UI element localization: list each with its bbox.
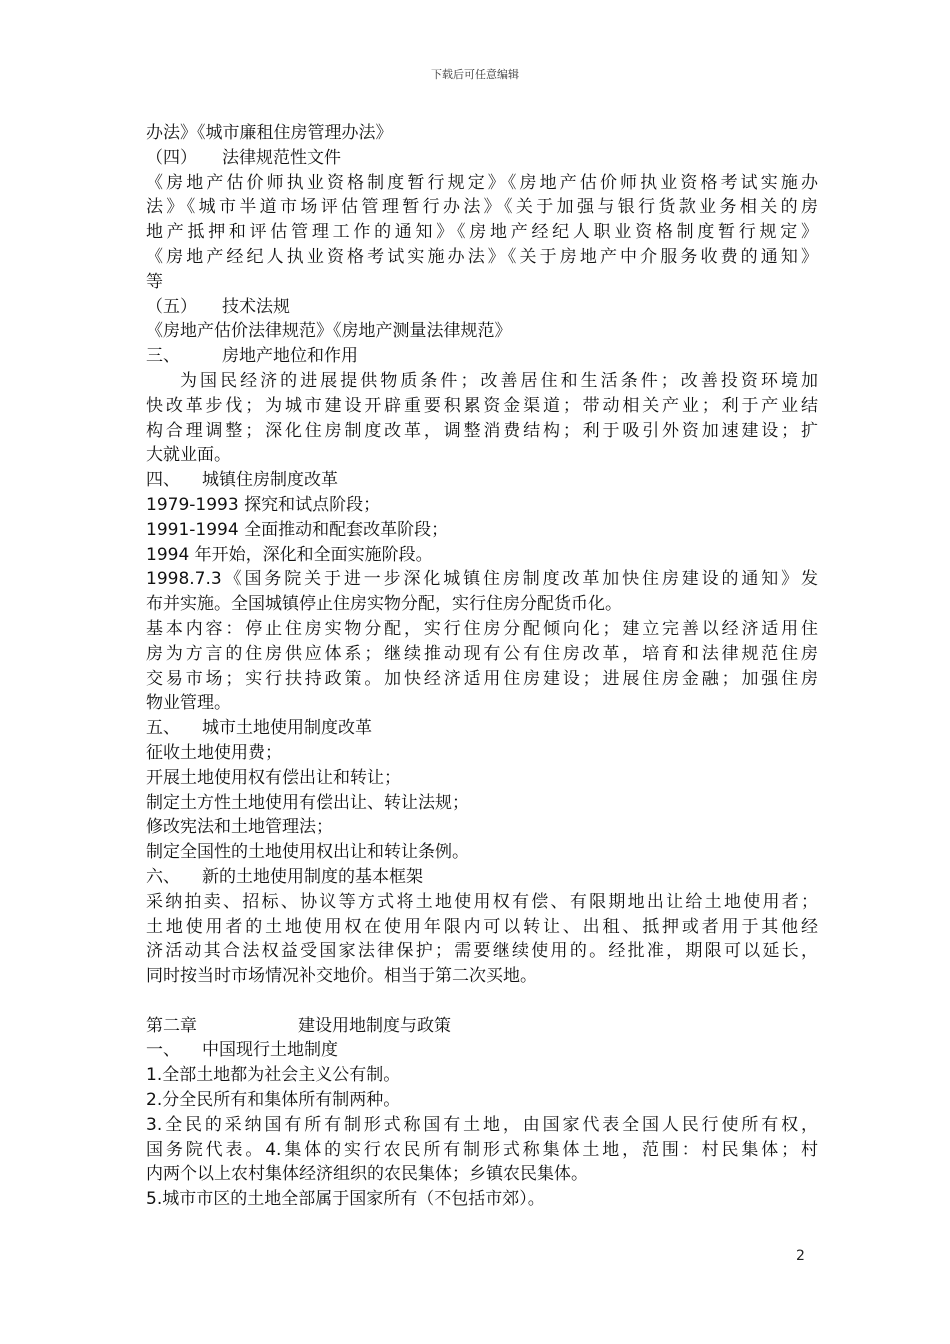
section-heading <box>146 295 818 320</box>
text-line: 房为方言的住房供应体系；继续推动现有公有住房改革，培育和法律规范住房 <box>146 643 818 664</box>
section-title: 城市土地使用制度改革 <box>202 718 372 739</box>
text-line: 交易市场；实行扶持政策。加快经济适用住房建设；进展住房金融；加强住房 <box>146 668 818 689</box>
section-number: （四） <box>146 147 197 168</box>
text-line: 法》《城市半道市场评估管理暂行办法》《关于加强与银行货款业务相关的房 <box>146 197 818 218</box>
section-title: 城镇住房制度改革 <box>202 470 338 491</box>
text-line: 国务院代表。4.集体的实行农民所有制形式称集体土地，范围：村民集体；村 <box>146 1139 818 1160</box>
text-line: 基本内容：停止住房实物分配，实行住房分配倾向化；建立完善以经济适用住 <box>146 618 818 639</box>
text-line: 布并实施。全国城镇停止住房实物分配，实行住房分配货币化。 <box>146 594 622 615</box>
text-line: 1991-1994 全面推动和配套改革阶段； <box>146 519 449 540</box>
text-line: 制定全国性的土地使用权出让和转让条例。 <box>146 842 469 863</box>
text-line: 《房地产估价师执业资格制度暂行规定》《房地产估价师执业资格考试实施办 <box>146 172 818 193</box>
text-line: 1994 年开始，深化和全面实施阶段。 <box>146 544 433 565</box>
text-line: 开展土地使用权有偿出让和转让； <box>146 767 401 788</box>
section-heading <box>146 1038 818 1063</box>
text-line: 《房地产经纪人执业资格考试实施办法》《关于房地产中介服务收费的通知》 <box>146 246 818 267</box>
text-line: 2.分全民所有和集体所有制两种。 <box>146 1090 401 1111</box>
text-line: 1998.7.3《国务院关于进一步深化城镇住房制度改革加快住房建设的通知》发 <box>146 569 818 590</box>
text-line: 地产抵押和评估管理工作的通知》《房地产经纪人职业资格制度暂行规定》 <box>146 222 818 243</box>
page-header: 下载后可任意编辑 <box>431 68 519 81</box>
text-line: 征收土地使用费； <box>146 742 282 763</box>
text-line: 物业管理。 <box>146 693 231 714</box>
text-line: 《房地产估价法律规范》《房地产测量法律规范》 <box>146 321 512 342</box>
text-line: 同时按当时市场情况补交地价。相当于第二次买地。 <box>146 966 537 987</box>
section-number: 四、 <box>146 470 180 491</box>
text-line: 等 <box>146 271 163 292</box>
text-line: 1.全部土地都为社会主义公有制。 <box>146 1065 401 1086</box>
section-heading <box>146 716 818 741</box>
section-title: 新的土地使用制度的基本框架 <box>202 866 423 887</box>
section-title: 法律规范性文件 <box>222 147 341 168</box>
section-number: 六、 <box>146 866 180 887</box>
document-body <box>146 121 818 1212</box>
section-number: 三、 <box>146 346 180 367</box>
text-line: 1979-1993 探究和试点阶段； <box>146 494 381 515</box>
section-heading <box>146 865 818 890</box>
section-heading <box>146 146 818 171</box>
text-line: 办法》《城市廉租住房管理办法》 <box>146 123 393 143</box>
text-line: 土地使用者的土地使用权在使用年限内可以转让、出租、抵押或者用于其他经 <box>146 916 818 937</box>
text-line: 修改宪法和土地管理法； <box>146 817 333 838</box>
section-number: 五、 <box>146 718 180 739</box>
text-line: 3.全民的采纳国有所有制形式称国有土地，由国家代表全国人民行使所有权， <box>146 1114 818 1135</box>
text-line: 快改革步伐；为城市建设开辟重要积累资金渠道；带动相关产业；利于产业结 <box>146 395 818 416</box>
text-line: 构合理调整；深化住房制度改革，调整消费结构；利于吸引外资加速建设；扩 <box>146 420 818 441</box>
text-line: 采纳拍卖、招标、协议等方式将土地使用权有偿、有限期地出让给土地使用者； <box>146 891 818 912</box>
text-line: 为国民经济的进展提供物质条件；改善居住和生活条件；改善投资环境加 <box>180 370 818 391</box>
text-line: 制定土方性土地使用有偿出让、转让法规； <box>146 792 469 813</box>
text-line: 5.城市市区的土地全部属于国家所有（不包括市郊）。 <box>146 1189 545 1210</box>
text-line: 济活动其合法权益受国家法律保护；需要继续使用的。经批准，期限可以延长， <box>146 941 818 962</box>
text-line: 内两个以上农村集体经济组织的农民集体；乡镇农民集体。 <box>146 1164 588 1185</box>
section-heading <box>146 468 818 493</box>
section-title: 技术法规 <box>222 296 290 317</box>
chapter-title: 建设用地制度与政策 <box>298 1015 451 1036</box>
section-title: 房地产地位和作用 <box>222 346 358 367</box>
blank-line <box>146 989 818 1014</box>
chapter-heading <box>146 1014 818 1039</box>
section-title: 中国现行土地制度 <box>202 1040 338 1061</box>
section-heading <box>146 344 818 369</box>
section-number: 一、 <box>146 1040 180 1061</box>
text-line: 大就业面。 <box>146 445 231 466</box>
section-number: （五） <box>146 296 197 317</box>
page-number: 2 <box>796 1248 805 1264</box>
chapter-number: 第二章 <box>146 1015 197 1036</box>
